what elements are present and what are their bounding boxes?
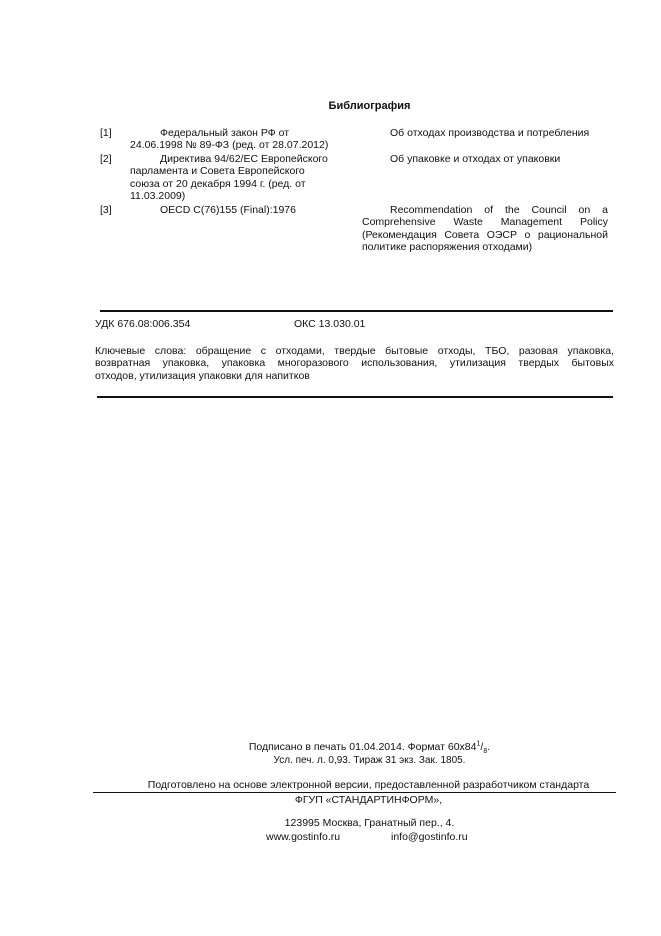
imprint-divider — [93, 792, 616, 793]
bib-entry-3-title-line: (Рекомендация Совета ОЭСР о рациональной — [362, 228, 608, 241]
imprint-print-info: Усл. печ. л. 0,93. Тираж 31 экз. Зак. 1805. — [273, 755, 466, 766]
format-denominator: 8 — [483, 748, 488, 756]
bib-entry-3-source-line: OECD C(76)155 (Final):1976 — [160, 204, 296, 216]
imprint-signed-end: . — [487, 741, 491, 753]
imprint-address: 123995 Москва, Гранатный пер., 4. — [284, 817, 455, 829]
bib-entry-1-source-line: Федеральный закон РФ от — [160, 127, 290, 139]
bib-entry-2-title: Об упаковке и отходах от упаковки — [390, 153, 561, 165]
keywords-line: отходов, утилизация упаковки для напитков — [95, 369, 310, 382]
bib-entry-3-title — [362, 204, 608, 254]
udk-code: УДК 676.08:006.354 — [95, 318, 191, 330]
bib-entry-2-source-line: 11.03.2009) — [130, 190, 186, 203]
imprint-publisher: ФГУП «СТАНДАРТИНФОРМ», — [294, 794, 443, 806]
oks-code: ОКС 13.030.01 — [294, 318, 366, 330]
imprint-website[interactable]: www.gostinfo.ru — [266, 831, 341, 843]
divider-top — [100, 310, 613, 312]
imprint-signed: Подписано в печать 01.04.2014. Формат $60х84^1/_8$. — [248, 740, 491, 756]
bib-entry-2-source-line: союза от 20 декабря 1994 г. (ред. от — [130, 177, 306, 190]
bib-entry-2-source — [130, 153, 360, 203]
bib-entry-3-title-line: Recommendation of the Council on a — [390, 204, 608, 216]
bib-entry-2-source-line: Директива 94/62/ЕС Европейского — [160, 153, 328, 165]
bib-entry-3-title-line: политике распоряжения отходами) — [362, 241, 533, 254]
bib-entry-1-source-line: 24.06.1998 № 89-ФЗ (ред. от 28.07.2012) — [130, 139, 329, 152]
keywords-line: возвратная упаковка, упаковка многоразового использования, утилизация твердых бытовых — [95, 357, 614, 370]
page-title: Библиография — [328, 100, 411, 112]
bib-entry-3-source — [130, 204, 360, 216]
bib-entry-2-source-line: парламента и Совета Европейского — [130, 165, 305, 178]
divider-bottom — [97, 396, 613, 398]
bib-entry-1-title: Об отходах производства и потребления — [390, 127, 590, 139]
bib-entry-2-number: [2] — [100, 153, 112, 165]
bib-entry-3-number: [3] — [100, 204, 112, 216]
bib-entry-3-title-line: Comprehensive Waste Management Policy — [362, 216, 608, 229]
format-numerator: 1 — [476, 740, 481, 748]
imprint-prepared: Подготовлено на основе электронной версии, предоставленной разработчиком стандарта — [147, 779, 590, 791]
bib-entry-1-number: [1] — [100, 127, 112, 139]
imprint-email[interactable]: info@gostinfo.ru — [391, 831, 468, 843]
imprint-signed-text: Подписано в печать 01.04.2014. Формат 60х84 — [248, 741, 477, 753]
bib-entry-1-source — [130, 127, 360, 152]
keywords — [95, 345, 614, 382]
keywords-line: Ключевые слова: обращение с отходами, твердые бытовые отходы, ТБО, разовая упаковка, — [95, 345, 614, 357]
